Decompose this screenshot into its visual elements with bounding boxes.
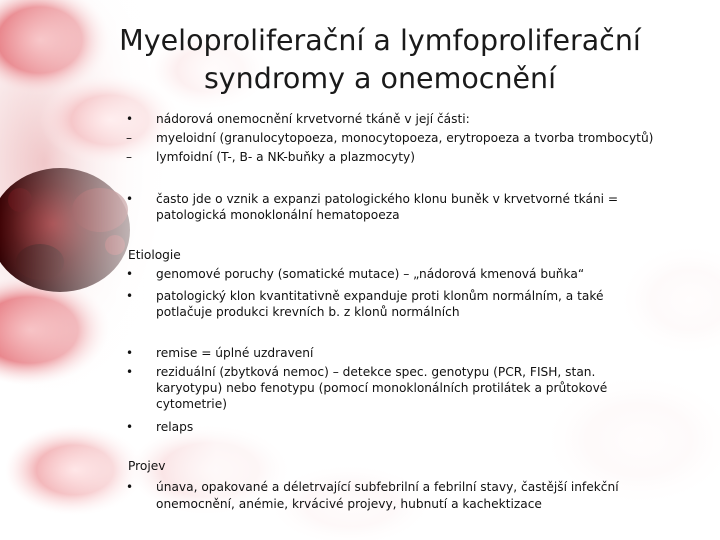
bullet-marker: • (126, 289, 134, 303)
etiology-heading: Etiologie (128, 248, 181, 262)
clonal-text-line-1: často jde o vznik a expanzi patologického klonu buněk v krvetvorné tkáni = (156, 192, 619, 206)
dash-marker: – (126, 131, 132, 145)
bullet-marker: • (126, 192, 134, 206)
outcome-item: reziduální (zbytková nemoc) – detekce spec. genotypu (PCR, FISH, stan. (156, 365, 596, 379)
etiology-item-cont: potlačuje produkci krevních b. z klonů normálních (156, 305, 460, 319)
bullet-marker: • (126, 112, 134, 126)
outcome-item-cont: cytometrie) (156, 397, 227, 411)
symptoms-text-line-2: onemocnění, anémie, krvácivé projevy, hubnutí a kachektizace (156, 497, 542, 511)
title-line-2: syndromy a onemocnění (203, 62, 557, 95)
intro-item: myeloidní (granulocytopoeza, monocytopoeza, erytropoeza a tvorba trombocytů) (156, 131, 654, 145)
intro-item: nádorová onemocnění krvetvorné tkáně v její části: (156, 112, 470, 126)
bullet-marker: • (126, 420, 134, 434)
clonal-text-line-2: patologická monoklonální hematopoeza (156, 208, 400, 222)
etiology-item: genomové poruchy (somatické mutace) – „nádorová kmenová buňka“ (156, 267, 585, 281)
intro-item: lymfoidní (T-, B- a NK-buňky a plazmocyty) (156, 150, 415, 164)
dash-marker: – (126, 150, 132, 164)
symptoms-heading: Projev (128, 459, 166, 473)
etiology-item: patologický klon kvantitativně expanduje proti klonům normálním, a také (156, 289, 604, 303)
bullet-marker: • (126, 346, 134, 360)
bullet-marker: • (126, 267, 134, 281)
symptoms-text-line-1: únava, opakované a déletrvající subfebrilní a febrilní stavy, častější infekční (156, 480, 619, 494)
slide-title (100, 22, 660, 98)
bullet-marker: • (126, 365, 134, 379)
outcome-item: relaps (156, 420, 194, 434)
outcome-item: remise = úplné uzdravení (156, 346, 314, 360)
bullet-marker: • (126, 480, 134, 494)
title-line-1: Myeloproliferační a lymfoproliferační (119, 24, 641, 57)
outcome-item-cont: karyotypu) nebo fenotypu (pomocí monoklonálních protilátek a průtokové (156, 381, 608, 395)
